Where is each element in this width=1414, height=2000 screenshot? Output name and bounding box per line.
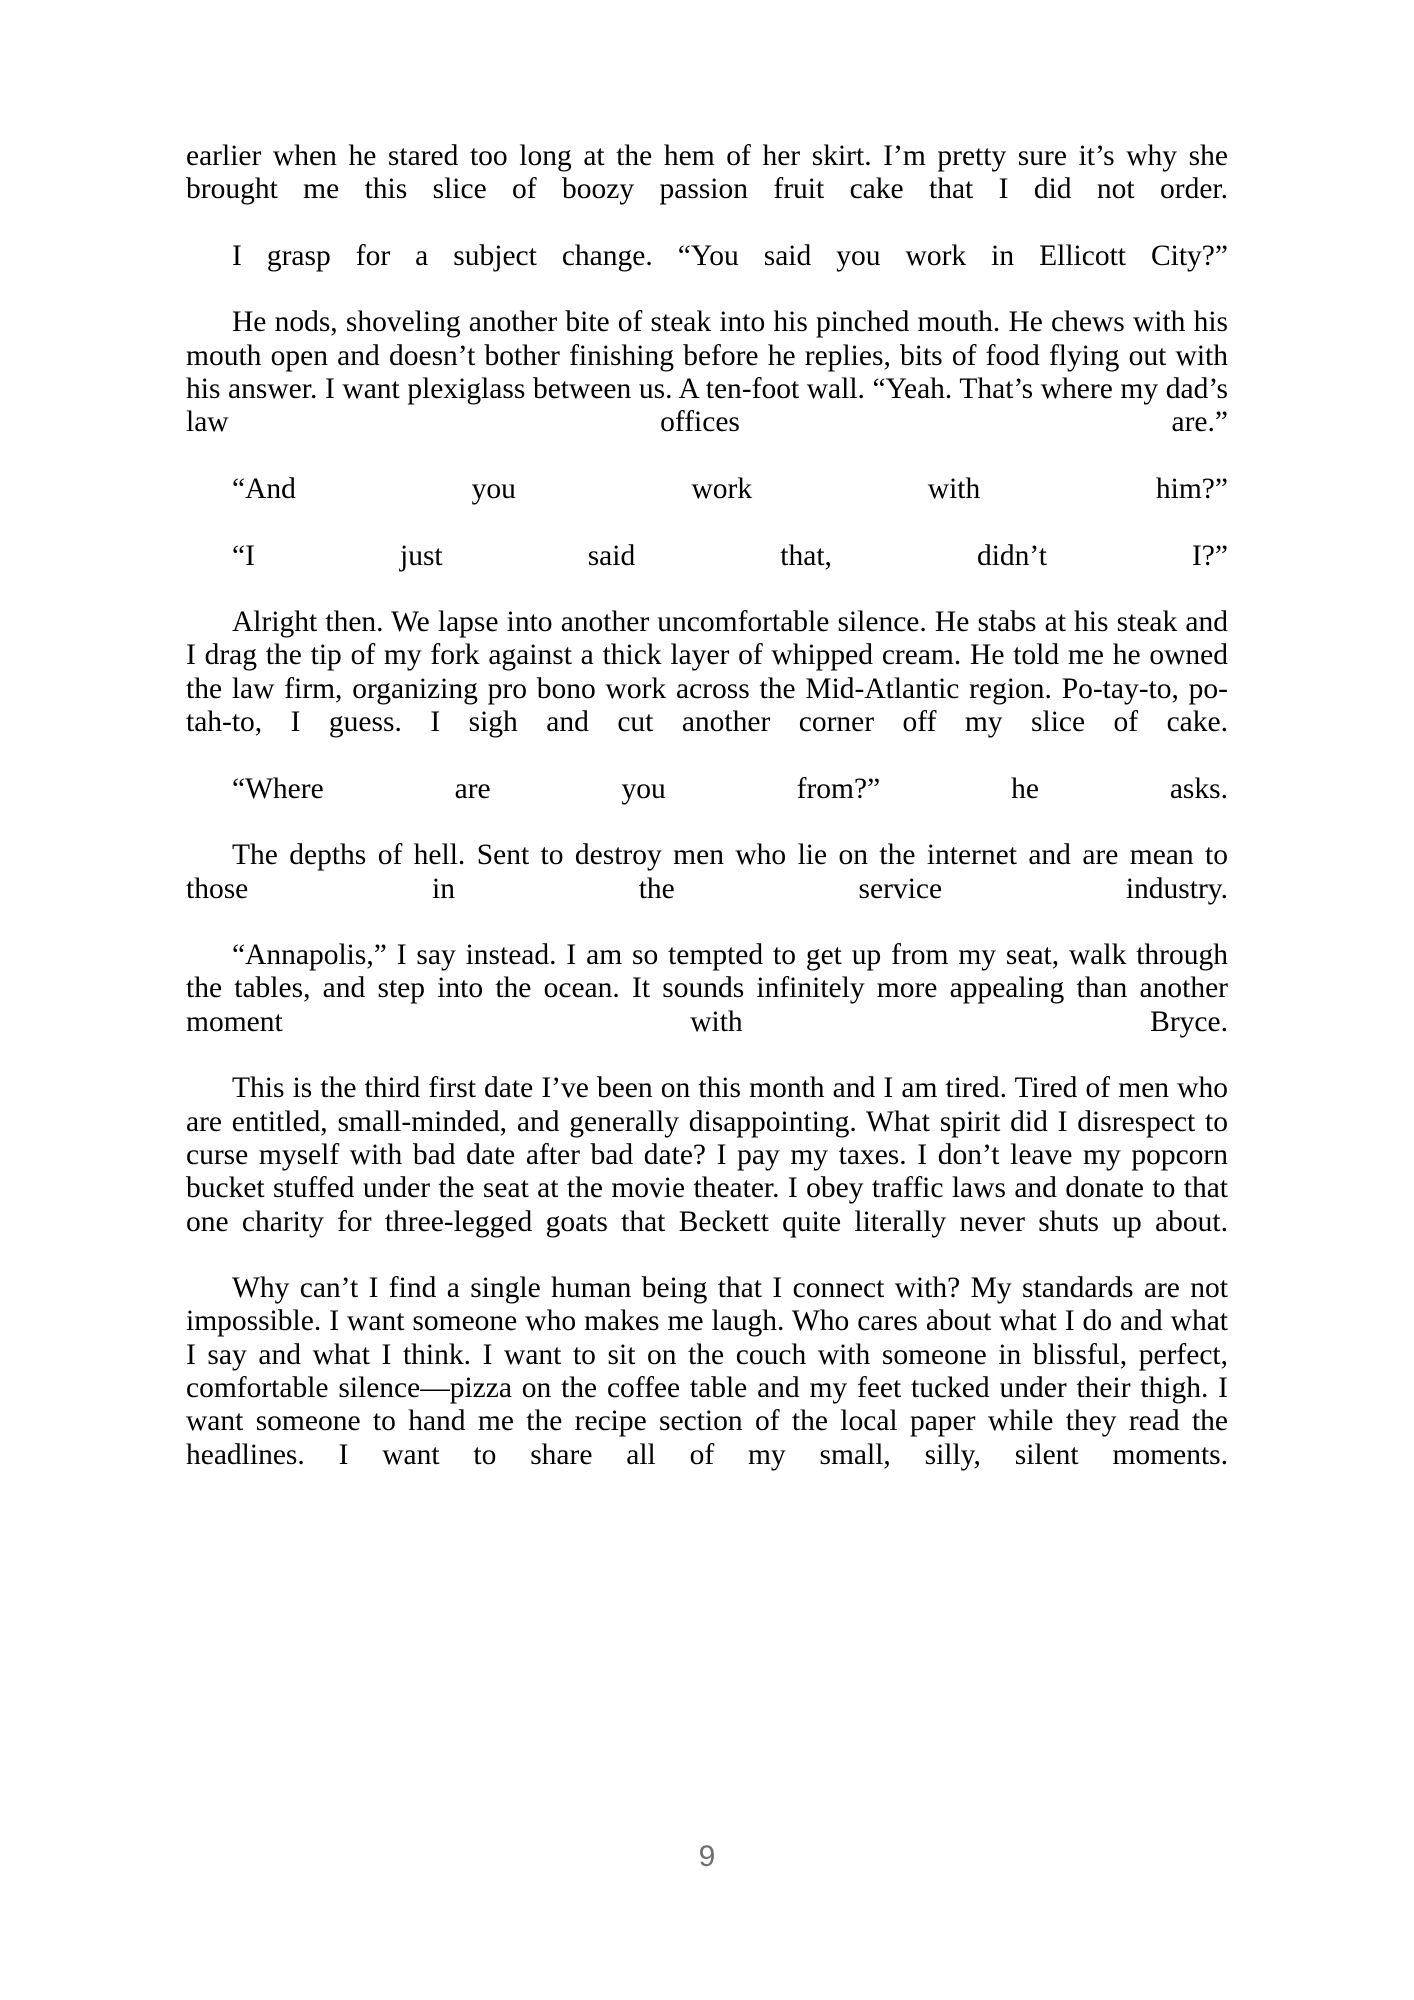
paragraph: This is the third first date I’ve been on this month and I am tired. Tired of men who are entitled, small-minded, and generally disappointing. What spirit did I disrespect to curse myself with bad date after bad date? I pay my taxes. I don’t leave my popcorn bucket stuffed under the seat at the movie theater. I obey traffic laws and donate to that one charity for three-legged goats that Beckett quite literally never shuts up about. (186, 1072, 1228, 1238)
paragraph: Alright then. We lapse into another uncomfortable silence. He stabs at his steak and I drag the tip of my fork against a thick layer of whipped cream. He told me he owned the law firm, organizing pro bono work across the Mid-Atlantic region. Po-tay-to, po-tah-to, I guess. I sigh and cut another corner off my slice of cake. (186, 606, 1228, 739)
paragraph: I grasp for a subject change. “You said you work in Ellicott City?” (232, 239, 1228, 272)
paragraph: “Where are you from?” he asks. (232, 772, 1228, 805)
page-text-body (186, 140, 1228, 1505)
paragraph: The depths of hell. Sent to destroy men who lie on the internet and are mean to those in the service industry. (186, 839, 1228, 905)
paragraph: “Annapolis,” I say instead. I am so tempted to get up from my seat, walk through the tables, and step into the ocean. It sounds infinitely more appealing than another moment with Bryce. (186, 939, 1228, 1038)
paragraph: “I just said that, didn’t I?” (232, 539, 1228, 572)
paragraph: He nods, shoveling another bite of steak into his pinched mouth. He chews with his mouth open and doesn’t bother finishing before he replies, bits of food flying out with his answer. I want plexiglass between us. A ten-foot wall. “Yeah. That’s where my dad’s law offices are.” (186, 306, 1228, 439)
paragraph: Why can’t I find a single human being that I connect with? My standards are not impossible. I want someone who makes me laugh. Who cares about what I do and what I say and what I think. I want to sit on the couch with someone in blissful, perfect, comfortable silence—pizza on the coffee table and my feet tucked under their thigh. I want someone to hand me the recipe section of the local paper while they read the headlines. I want to share all of my small, silly, silent moments. (186, 1272, 1228, 1471)
paragraph: earlier when he stared too long at the hem of her skirt. I’m pretty sure it’s why she brought me this slice of boozy passion fruit cake that I did not order. (186, 140, 1228, 206)
page-number: 9 (698, 1840, 716, 1873)
paragraph: “And you work with him?” (232, 472, 1228, 505)
